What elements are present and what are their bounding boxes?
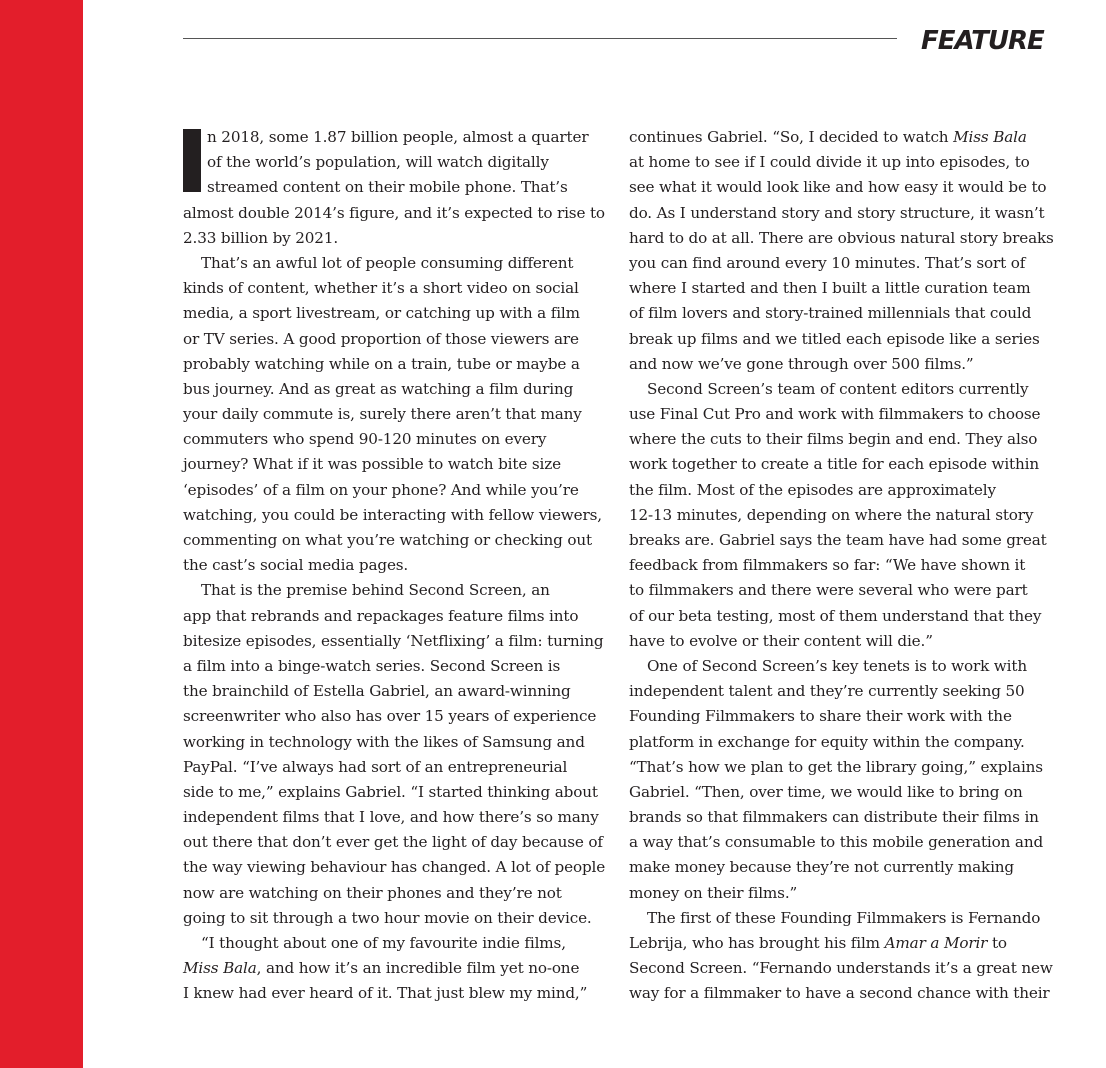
text-line [629, 931, 1054, 956]
text-line: n 2018, some 1.87 billion people, almost a quarter [207, 128, 589, 146]
text-line: working in technology with the likes of Samsung and [183, 732, 585, 751]
text-line [183, 956, 608, 981]
text-line: where I started and then I built a little curation team [629, 279, 1031, 298]
text-line [629, 125, 1054, 150]
header-rule [183, 38, 897, 39]
text-line: or TV series. A good proportion of those viewers are [183, 329, 579, 348]
text-line: of our beta testing, most of them understand that they [629, 606, 1042, 625]
text-line: out there that don’t ever get the light of day because of [183, 833, 603, 852]
section-label: FEATURE [921, 26, 1044, 56]
text-line: PayPal. “I’ve always had sort of an entrepreneurial [183, 757, 568, 776]
text-line: journey? What if it was possible to watch bite size [183, 455, 561, 474]
text-run: to [987, 934, 1007, 952]
text-line: bitesize episodes, essentially ‘Netflixing’ a film: turning [183, 631, 604, 650]
text-run: , and how it’s an incredible film yet no-one [256, 959, 580, 978]
text-line: now are watching on their phones and they’re not [183, 883, 562, 902]
text-line: brands so that filmmakers can distribute their films in [629, 808, 1039, 827]
text-line: at home to see if I could divide it up into episodes, to [629, 153, 1030, 172]
text-line: I knew had ever heard of it. That just blew my mind,” [183, 984, 588, 1003]
text-line: Second Screen. “Fernando understands it’s a great new [629, 959, 1053, 978]
text-line: way for a filmmaker to have a second chance with their [629, 984, 1050, 1003]
text-line: commuters who spend 90-120 minutes on every [183, 430, 547, 449]
text-line: “That’s how we plan to get the library going,” explains [629, 757, 1043, 776]
text-line: One of Second Screen’s key tenets is to work with [647, 656, 1027, 675]
text-line: of the world’s population, will watch digitally [207, 153, 549, 172]
text-line: use Final Cut Pro and work with filmmakers to choose [629, 405, 1041, 424]
text-line: break up films and we titled each episode like a series [629, 329, 1040, 348]
text-line: the brainchild of Estella Gabriel, an award-winning [183, 682, 571, 701]
text-line: independent talent and they’re currently seeking 50 [629, 682, 1025, 701]
text-line: where the cuts to their films begin and end. They also [629, 430, 1038, 449]
drop-cap [183, 129, 201, 192]
film-title: Miss Bala [183, 959, 257, 978]
text-line: see what it would look like and how easy it would be to [629, 178, 1047, 197]
text-run: Lebrija, who has brought his film [629, 934, 885, 952]
red-margin-bar [0, 0, 83, 1068]
text-line: Second Screen’s team of content editors currently [647, 379, 1029, 398]
text-line: the cast’s social media pages. [183, 556, 409, 575]
text-line: Founding Filmmakers to share their work with the [629, 707, 1012, 726]
text-line: That is the premise behind Second Screen, an [201, 581, 550, 600]
text-line: platform in exchange for equity within the company. [629, 732, 1025, 751]
text-line: you can find around every 10 minutes. That’s sort of [629, 253, 1026, 272]
text-line: screenwriter who also has over 15 years of experience [183, 707, 597, 726]
text-line: The first of these Founding Filmmakers is Fernando [647, 908, 1041, 927]
article-column-left [183, 125, 608, 1007]
text-line: hard to do at all. There are obvious natural story breaks [629, 228, 1054, 247]
text-line: feedback from filmmakers so far: “We have shown it [629, 556, 1026, 575]
text-line: a film into a binge-watch series. Second Screen is [183, 656, 561, 675]
text-line: work together to create a title for each episode within [629, 455, 1039, 474]
text-line: and now we’ve gone through over 500 films.” [629, 354, 974, 373]
text-line: media, a sport livestream, or catching up with a film [183, 304, 580, 323]
text-line: “I thought about one of my favourite indie films, [201, 934, 566, 952]
text-line: independent films that I love, and how there’s so many [183, 808, 599, 827]
text-line: do. As I understand story and story structure, it wasn’t [629, 203, 1045, 222]
text-run: continues Gabriel. “So, I decided to watch [629, 128, 954, 146]
text-line: have to evolve or their content will die.” [629, 631, 933, 650]
text-line: 12-13 minutes, depending on where the natural story [629, 505, 1034, 524]
text-line: That’s an awful lot of people consuming different [201, 253, 574, 272]
film-title: Amar a Morir [884, 934, 988, 952]
text-line: make money because they’re not currently making [629, 858, 1014, 877]
text-line: side to me,” explains Gabriel. “I started thinking about [183, 782, 598, 801]
text-line: almost double 2014’s figure, and it’s expected to rise to [183, 203, 605, 222]
text-line: money on their films.” [629, 883, 798, 902]
film-title: Miss Bala [953, 128, 1027, 146]
text-line: the way viewing behaviour has changed. A lot of people [183, 858, 606, 877]
text-line: streamed content on their mobile phone. That’s [207, 178, 568, 197]
text-line: ‘episodes’ of a film on your phone? And while you’re [183, 480, 579, 499]
text-line: a way that’s consumable to this mobile generation and [629, 833, 1044, 852]
text-line: bus journey. And as great as watching a film during [183, 379, 574, 398]
text-line: your daily commute is, surely there aren’t that many [183, 405, 582, 424]
text-line: going to sit through a two hour movie on their device. [183, 908, 592, 927]
text-line: app that rebrands and repackages feature films into [183, 606, 579, 625]
article-column-right [629, 125, 1054, 1007]
text-line: kinds of content, whether it’s a short video on social [183, 279, 579, 298]
text-line: of film lovers and story-trained millennials that could [629, 304, 1032, 323]
text-line: to filmmakers and there were several who were part [629, 581, 1028, 600]
text-line: 2.33 billion by 2021. [183, 228, 339, 247]
text-line: breaks are. Gabriel says the team have had some great [629, 531, 1047, 549]
text-line: commenting on what you’re watching or checking out [183, 531, 593, 549]
text-line: watching, you could be interacting with fellow viewers, [183, 505, 602, 524]
text-line: the film. Most of the episodes are approximately [629, 480, 996, 499]
text-line: probably watching while on a train, tube or maybe a [183, 354, 580, 373]
text-line: Gabriel. “Then, over time, we would like to bring on [629, 782, 1023, 801]
